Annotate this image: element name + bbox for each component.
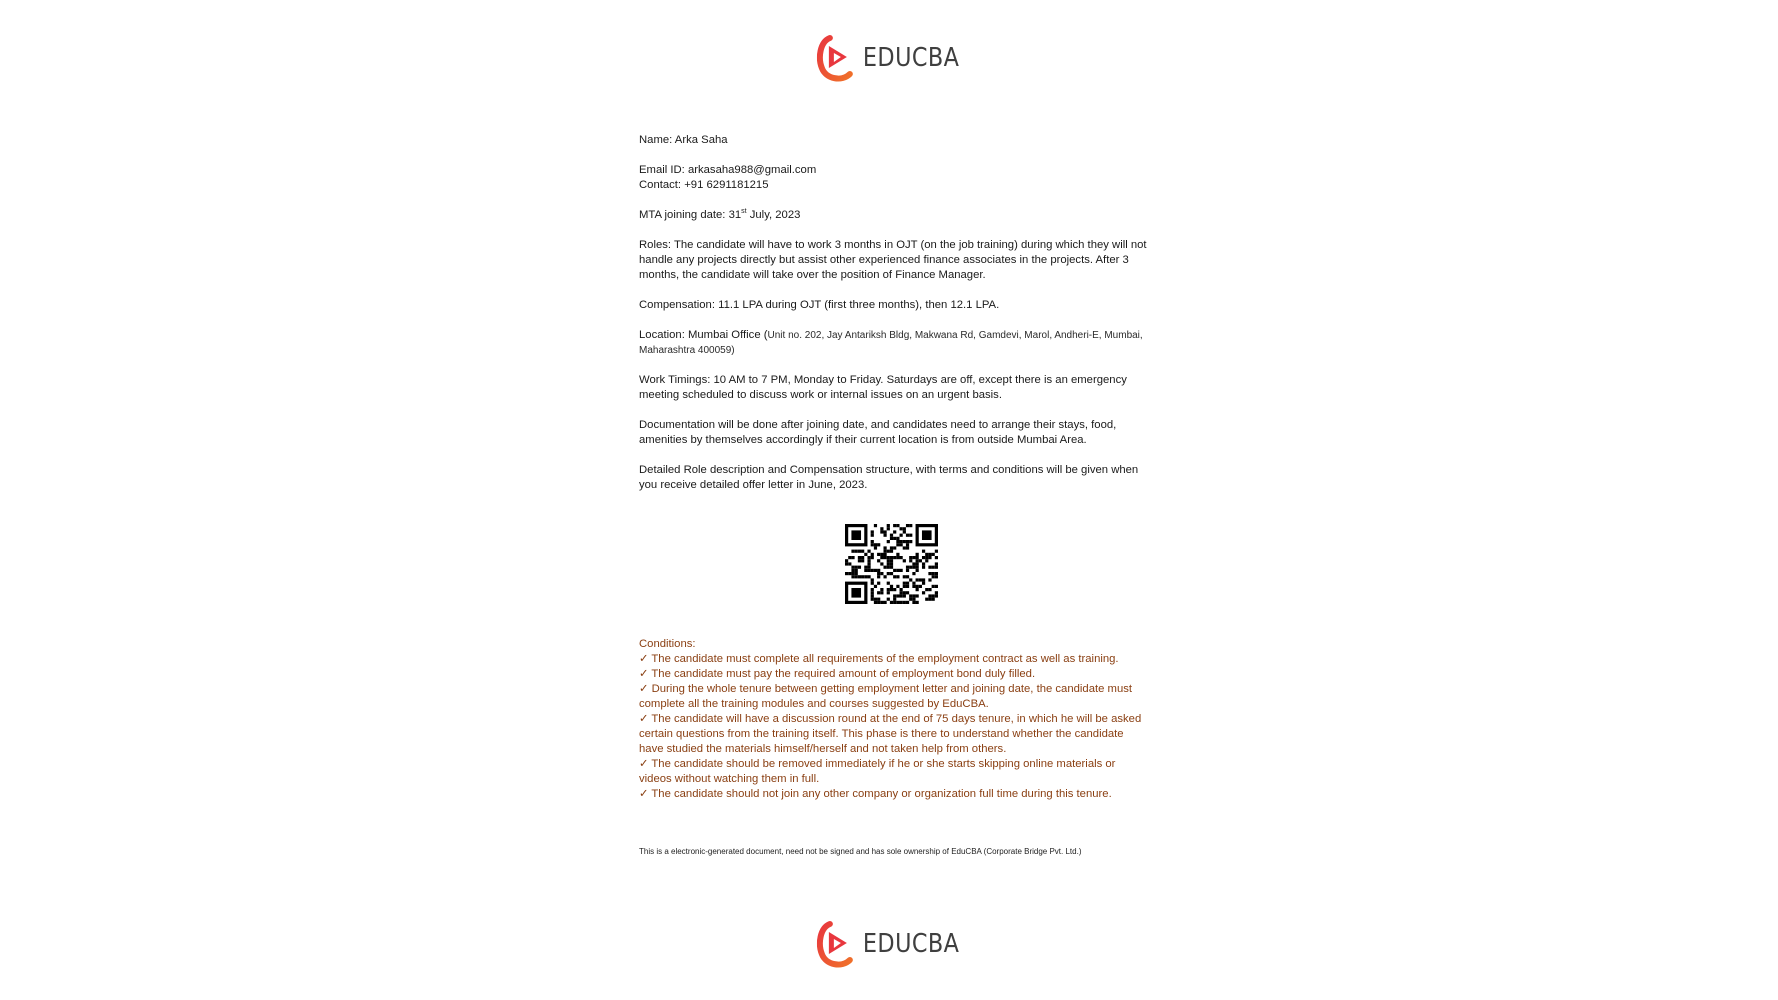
email-line: Email ID: arkasaha988@gmail.com: [639, 164, 817, 176]
brand-name: EDUCBA: [862, 929, 960, 959]
educba-logo-top: [817, 32, 961, 84]
joining-date: [639, 208, 1149, 223]
educba-logo-icon: [817, 918, 857, 970]
conditions-heading: Conditions:: [639, 638, 696, 650]
location-address: Unit no. 202, Jay Antariksh Bldg, Makwana Rd, Gamdevi, Marol, Andheri-E, Mumbai, Maharashtra 400059): [639, 330, 1143, 356]
joining-date-suffix-ordinal: st: [741, 208, 747, 216]
joining-date-prefix: MTA joining date: 31: [639, 209, 742, 221]
contact-line: Contact: +91 6291181215: [639, 179, 769, 191]
detailed-paragraph: Detailed Role description and Compensation structure, with terms and conditions will be given when you receive detailed offer letter in June, 2023.: [639, 464, 1139, 491]
educba-logo-bottom: [817, 918, 961, 970]
condition-item: ✓ During the whole tenure between getting employment letter and joining date, the candidate must complete all the training modules and courses suggested by EduCBA.: [639, 683, 1133, 710]
qr-code-graphic: [845, 524, 938, 604]
joining-date-rest: July, 2023: [746, 209, 801, 221]
condition-item: ✓ The candidate must complete all requirements of the employment contract as well as training.: [639, 653, 1119, 665]
footer-note: This is a electronic-generated document, need not be signed and has sole ownership of EduCBA (Corporate Bridge Pvt. Ltd.): [639, 847, 1082, 856]
compensation-paragraph: Compensation: 11.1 LPA during OJT (first three months), then 12.1 LPA.: [639, 299, 1000, 311]
educba-logo-icon: [817, 32, 857, 84]
condition-item: ✓ The candidate will have a discussion round at the end of 75 days tenure, in which he will be asked certain questions from the training itself. This phase is there to understand whether the candidate have studied the materials himself/herself and not taken help from others.: [639, 713, 1142, 755]
conditions-section: [639, 637, 1149, 802]
documentation-paragraph: Documentation will be done after joining date, and candidates need to arrange their stays, food, amenities by themselves accordingly if their current location is from outside Mumbai Area.: [639, 419, 1117, 446]
location-paragraph: [639, 328, 1149, 358]
condition-item: ✓ The candidate must pay the required amount of employment bond duly filled.: [639, 668, 1036, 680]
location-label: Location: Mumbai Office (: [639, 329, 768, 341]
timings-paragraph: Work Timings: 10 AM to 7 PM, Monday to Friday. Saturdays are off, except there is an emergency meeting scheduled to discuss work or internal issues on an urgent basis.: [639, 374, 1127, 401]
candidate-name: Name: Arka Saha: [639, 134, 728, 146]
qr-code-icon: [845, 524, 938, 604]
letter-body: [639, 133, 1149, 493]
condition-item: ✓ The candidate should not join any other company or organization full time during this tenure.: [639, 788, 1112, 800]
brand-name: EDUCBA: [862, 43, 960, 73]
roles-paragraph: Roles: The candidate will have to work 3 months in OJT (on the job training) during which they will not handle any projects directly but assist other experienced finance associates in the projects. After 3 months, the candidate will take over the position of Finance Manager.: [639, 239, 1147, 281]
condition-item: ✓ The candidate should be removed immediately if he or she starts skipping online materials or videos without watching them in full.: [639, 758, 1116, 785]
